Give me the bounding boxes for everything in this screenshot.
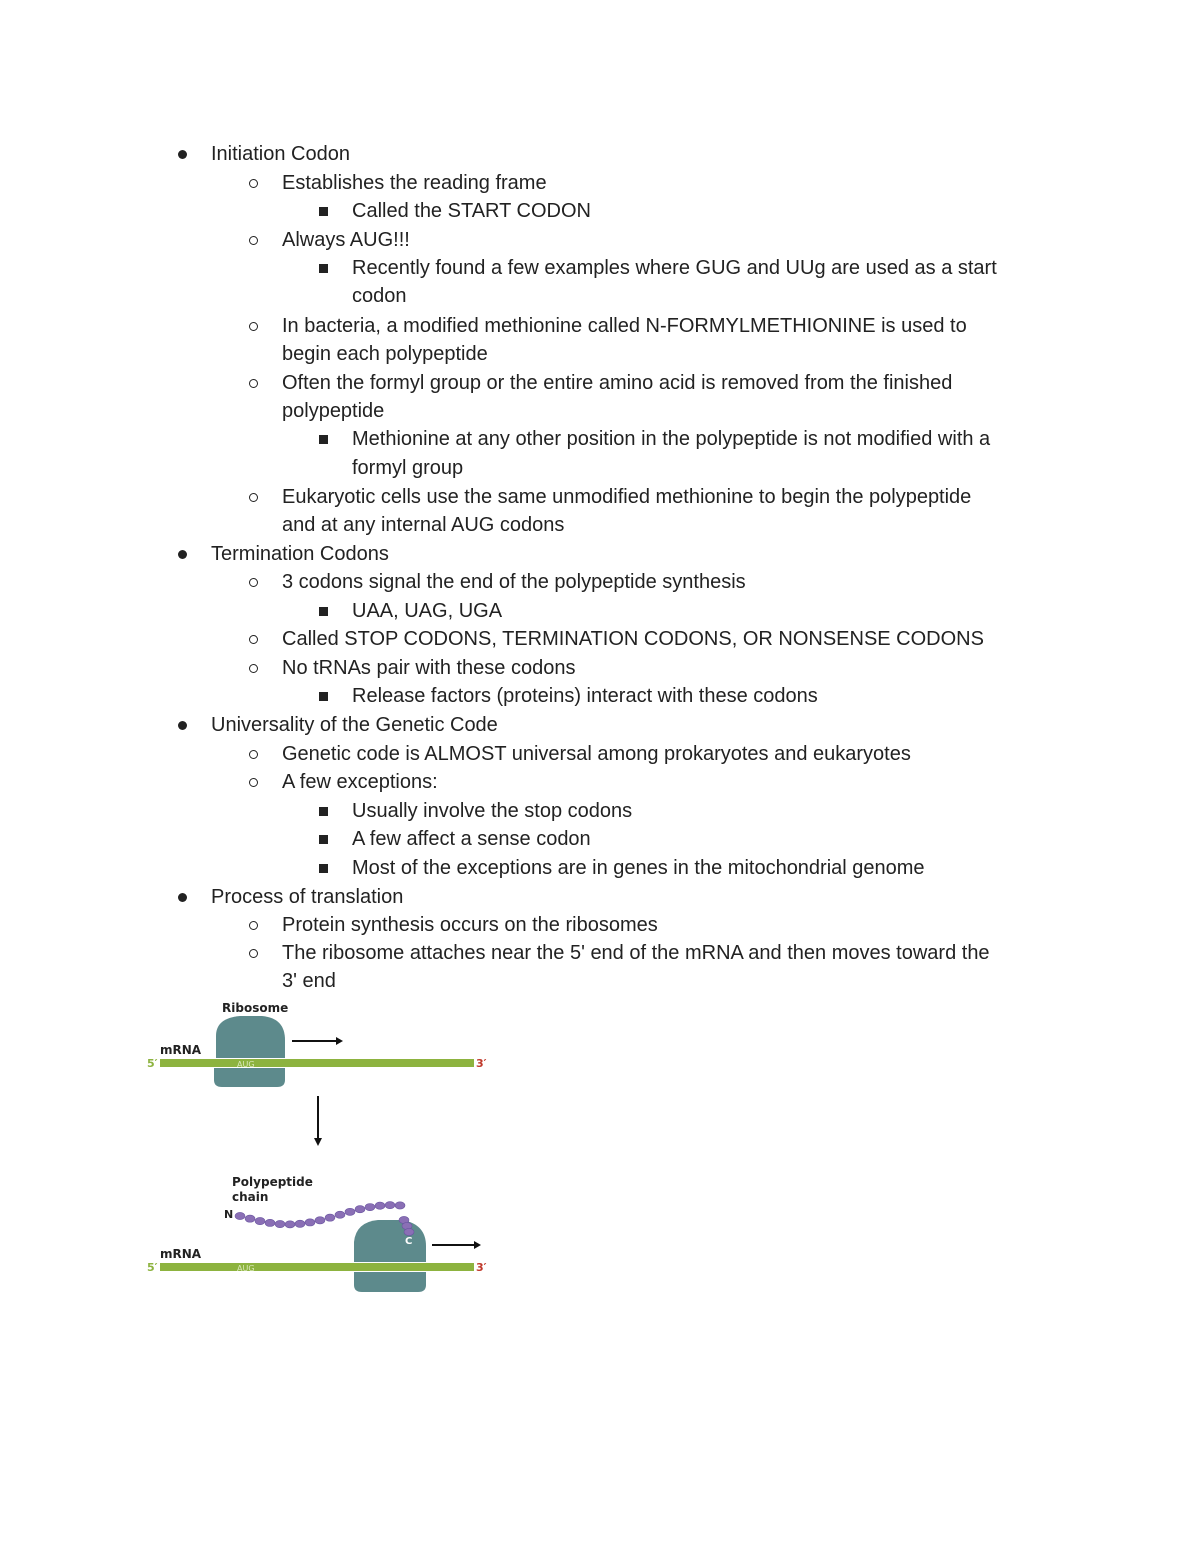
bullet-circle-icon: [249, 921, 258, 930]
list-item: Always AUG!!!: [282, 229, 410, 251]
mrna-label-2: mRNA: [160, 1247, 202, 1261]
bullet-circle-icon: [249, 949, 258, 958]
list-item: No tRNAs pair with these codons: [282, 657, 576, 679]
list-item: Establishes the reading frame: [282, 172, 547, 194]
list-item: Release factors (proteins) interact with these codons: [352, 685, 818, 707]
amino-acid-bead: [245, 1215, 255, 1222]
c-terminus-label: C: [405, 1236, 413, 1247]
polypeptide-label-2: [232, 1190, 268, 1204]
list-item: The ribosome attaches near the 5' end of the mRNA and then moves toward the: [282, 942, 990, 964]
three-prime-label-2: 3′: [476, 1261, 487, 1274]
polypeptide-label: [232, 1175, 313, 1189]
amino-acid-bead: [385, 1202, 395, 1209]
three-prime-label: 3′: [476, 1057, 487, 1070]
list-item-continuation: polypeptide: [282, 400, 385, 422]
amino-acid-bead: [404, 1228, 414, 1235]
polypeptide-label-line2: chain: [232, 1190, 269, 1204]
bullet-disc-icon: [178, 721, 187, 730]
amino-acid-bead: [335, 1211, 345, 1218]
translation-figure: [140, 996, 500, 1296]
list-item: Protein synthesis occurs on the ribosomes: [282, 914, 658, 936]
mrna-strand-2: [160, 1263, 474, 1271]
heading-initiation-codon: Initiation Codon: [211, 143, 350, 165]
bullet-disc-icon: [178, 893, 187, 902]
direction-arrow-icon-2: [432, 1241, 481, 1249]
amino-acid-bead: [265, 1219, 275, 1226]
amino-acid-bead: [395, 1202, 405, 1209]
ribosome-small-subunit: [214, 1068, 285, 1087]
aug-codon-label: AUG: [237, 1060, 255, 1069]
bullet-square-icon: [319, 264, 328, 273]
bullet-circle-icon: [249, 493, 258, 502]
down-arrow-icon: [314, 1096, 322, 1146]
bullet-circle-icon: [249, 664, 258, 673]
amino-acid-bead: [255, 1217, 265, 1224]
list-item: A few affect a sense codon: [352, 828, 591, 850]
mrna-label: mRNA: [160, 1043, 202, 1057]
bullet-square-icon: [319, 835, 328, 844]
amino-acid-bead: [355, 1206, 365, 1213]
list-item: A few exceptions:: [282, 771, 438, 793]
bullet-circle-icon: [249, 578, 258, 587]
ribosome-small-subunit-2: [354, 1272, 426, 1292]
heading-termination-codons: Termination Codons: [211, 543, 389, 565]
amino-acid-bead: [325, 1214, 335, 1221]
bullet-circle-icon: [249, 179, 258, 188]
bullet-circle-icon: [249, 635, 258, 644]
amino-acid-bead: [365, 1203, 375, 1210]
bullet-disc-icon: [178, 150, 187, 159]
list-item: 3 codons signal the end of the polypeptide synthesis: [282, 571, 746, 593]
amino-acid-bead: [315, 1217, 325, 1224]
mrna-strand: [160, 1059, 474, 1067]
amino-acid-bead: [275, 1220, 285, 1227]
list-item-continuation: formyl group: [352, 457, 464, 479]
list-item: Genetic code is ALMOST universal among prokaryotes and eukaryotes: [282, 743, 911, 765]
heading-process-of-translation: Process of translation: [211, 886, 404, 908]
ribosome-large-subunit-2: [354, 1220, 426, 1262]
ribosome-large-subunit: [216, 1016, 285, 1058]
direction-arrow-icon: [292, 1037, 343, 1045]
amino-acid-bead: [295, 1220, 305, 1227]
list-item: Most of the exceptions are in genes in the mitochondrial genome: [352, 857, 925, 879]
n-terminus-label: N: [224, 1208, 234, 1221]
polypeptide-label-line1: Polypeptide: [232, 1175, 313, 1189]
list-item-continuation: 3' end: [282, 970, 336, 992]
five-prime-label: 5′: [147, 1057, 158, 1070]
bullet-circle-icon: [249, 236, 258, 245]
bullet-square-icon: [319, 607, 328, 616]
list-item: Methionine at any other position in the polypeptide is not modified with a: [352, 428, 991, 450]
list-item: Recently found a few examples where GUG and UUg are used as a start: [352, 257, 997, 279]
bullet-circle-icon: [249, 778, 258, 787]
bullet-square-icon: [319, 692, 328, 701]
bullet-square-icon: [319, 207, 328, 216]
ribosome-label: Ribosome: [222, 1001, 289, 1015]
bullet-circle-icon: [249, 322, 258, 331]
amino-acid-bead: [305, 1219, 315, 1226]
list-item: Eukaryotic cells use the same unmodified methionine to begin the polypeptide: [282, 486, 972, 508]
aug-codon-label-2: AUG: [237, 1264, 255, 1273]
amino-acid-bead: [285, 1221, 295, 1228]
amino-acid-bead: [345, 1208, 355, 1215]
bullet-square-icon: [319, 435, 328, 444]
bullet-square-icon: [319, 807, 328, 816]
list-item: Often the formyl group or the entire amino acid is removed from the finished: [282, 372, 953, 394]
list-item-continuation: codon: [352, 285, 407, 307]
amino-acid-bead: [375, 1202, 385, 1209]
list-item-continuation: begin each polypeptide: [282, 343, 488, 365]
list-item: UAA, UAG, UGA: [352, 600, 503, 622]
amino-acid-bead: [235, 1212, 245, 1219]
bullet-square-icon: [319, 864, 328, 873]
list-item: Called the START CODON: [352, 200, 591, 222]
bullet-circle-icon: [249, 750, 258, 759]
five-prime-label-2: 5′: [147, 1261, 158, 1274]
list-item: In bacteria, a modified methionine called N-FORMYLMETHIONINE is used to: [282, 315, 967, 337]
list-item: Called STOP CODONS, TERMINATION CODONS, OR NONSENSE CODONS: [282, 628, 984, 650]
bullet-disc-icon: [178, 550, 187, 559]
bullet-circle-icon: [249, 379, 258, 388]
list-item: Usually involve the stop codons: [352, 800, 633, 822]
list-item-continuation: and at any internal AUG codons: [282, 514, 565, 536]
heading-universality: Universality of the Genetic Code: [211, 714, 498, 736]
